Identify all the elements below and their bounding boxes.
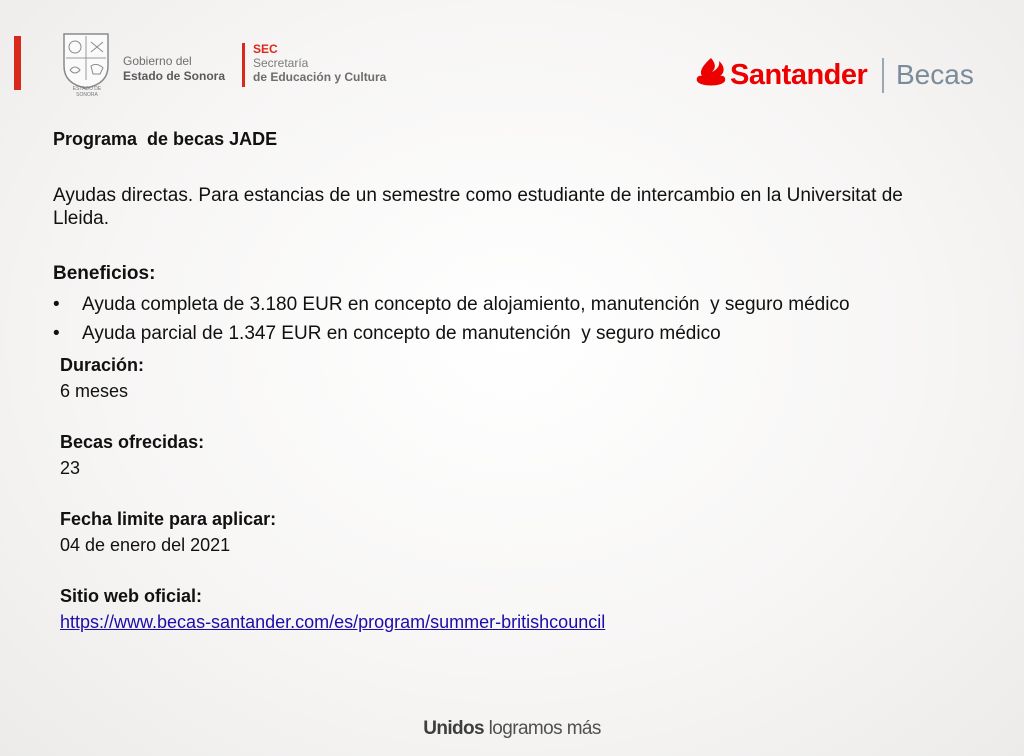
gobierno-sonora-logo xyxy=(123,54,225,84)
website-label: Sitio web oficial: xyxy=(60,586,203,606)
benefits-list xyxy=(53,290,850,348)
brand-divider xyxy=(882,58,884,93)
sec-title: SEC xyxy=(253,42,278,56)
offered-label: Becas ofrecidas: xyxy=(60,432,205,452)
sonora-seal-icon xyxy=(60,30,112,90)
program-title: Programa de becas JADE xyxy=(53,129,278,149)
becas-label: Becas xyxy=(896,59,974,90)
footer-slogan xyxy=(0,718,1024,740)
deadline-label: Fecha limite para aplicar: xyxy=(60,509,277,529)
benefit-text: Ayuda parcial de 1.347 EUR en concepto de manutención y seguro médico xyxy=(82,323,721,344)
footer-strong: Unidos xyxy=(423,718,484,739)
deadline-value: 04 de enero del 2021 xyxy=(60,535,231,555)
benefit-text: Ayuda completa de 3.180 EUR en concepto de alojamiento, manutención y seguro médico xyxy=(82,294,850,315)
sec-line3: de Educación y Cultura xyxy=(253,70,387,84)
seal-caption: ESTADO DE SONORA xyxy=(72,86,102,98)
sec-logo xyxy=(253,42,386,84)
list-item xyxy=(53,319,850,348)
offered-section xyxy=(60,429,204,481)
website-link[interactable]: https://www.becas-santander.com/es/program/summer-britishcouncil xyxy=(60,612,606,632)
duration-value: 6 meses xyxy=(60,381,129,401)
deadline-section xyxy=(60,506,276,558)
website-section xyxy=(60,583,605,635)
santander-flame-icon xyxy=(696,56,726,88)
duration-label: Duración: xyxy=(60,355,145,375)
red-accent-bar xyxy=(14,36,21,90)
sec-line2: Secretaría xyxy=(253,56,309,70)
gov-line2: Estado de Sonora xyxy=(123,69,226,83)
program-intro: Ayudas directas. Para estancias de un semestre como estudiante de intercambio en la Universitat de Lleida. xyxy=(53,185,903,229)
bullet-icon: • xyxy=(53,294,60,315)
offered-value: 23 xyxy=(60,458,81,478)
footer-rest: logramos más xyxy=(484,718,601,739)
bullet-icon: • xyxy=(53,323,60,344)
gov-line1: Gobierno del xyxy=(123,54,192,68)
benefits-heading: Beneficios: xyxy=(53,263,156,284)
sec-divider xyxy=(242,43,245,87)
duration-section xyxy=(60,352,144,404)
list-item xyxy=(53,290,850,319)
santander-brand-name: Santander xyxy=(730,59,868,91)
